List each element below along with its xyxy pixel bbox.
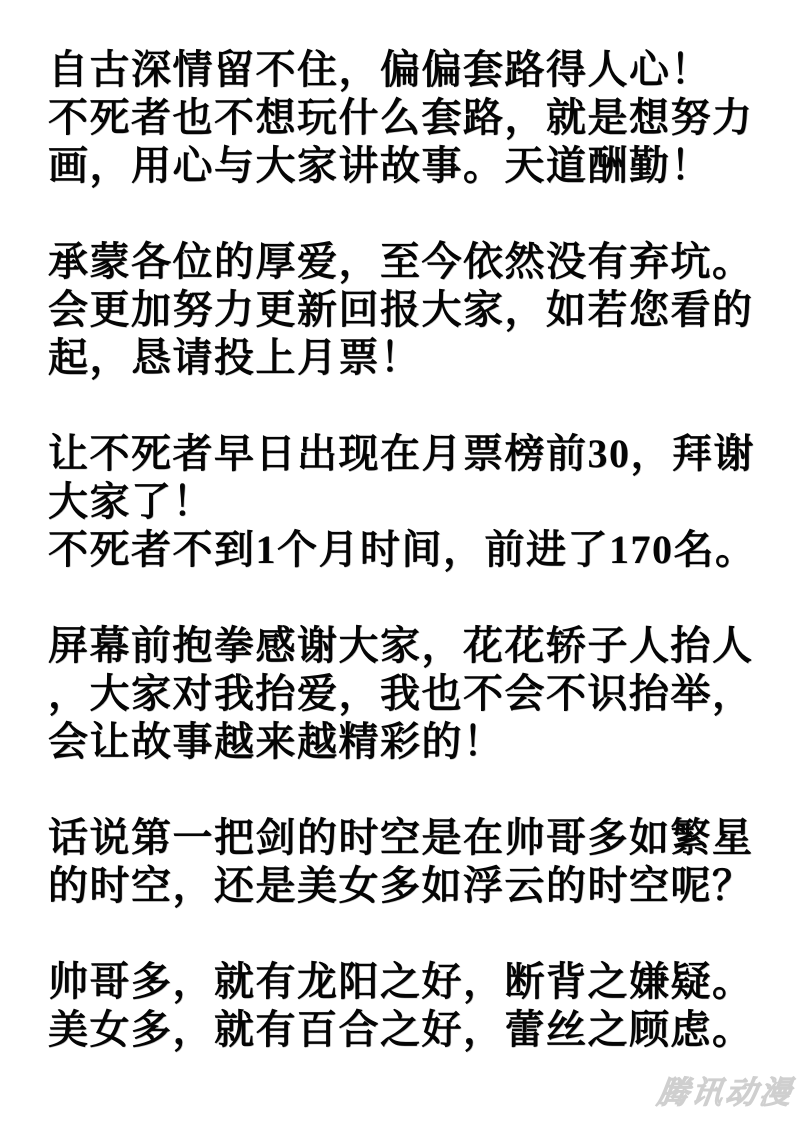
text-line: 让不死者早日出现在月票榜前30，拜谢 [48,431,755,476]
text-line: 不死者也不想玩什么套路，就是想努力 [48,95,754,140]
tencent-comics-watermark: 腾讯动漫 [655,1075,797,1110]
text-line: 不死者不到1个月时间，前进了170名。 [48,527,757,572]
text-line: 屏幕前抱拳感谢大家，花花轿子人抬人 [48,623,754,668]
paragraph [48,46,800,190]
text-line: 会让故事越来越精彩的！ [48,719,505,764]
text-line: 自古深情留不住，偏偏套路得人心！ [48,47,712,92]
paragraph [48,622,800,766]
text-line: ，大家对我抬爱，我也不会不识抬举， [48,671,754,716]
text-line: 大家了！ [48,479,214,524]
text-line: 会更加努力更新回报大家，如若您看的 [48,287,754,332]
text-line: 的时空，还是美女多如浮云的时空呢？ [48,863,754,908]
text-line: 帅哥多，就有龙阳之好，断背之嫌疑。 [48,959,754,1004]
text-line: 承蒙各位的厚爱，至今依然没有弃坑。 [48,239,754,284]
text-line: 美女多，就有百合之好，蕾丝之顾虑。 [48,1007,754,1052]
paragraph [48,814,800,910]
paragraph [48,430,800,574]
text-line: 起，恳请投上月票！ [48,335,422,380]
text-line: 话说第一把剑的时空是在帅哥多如繁星 [48,815,754,860]
paragraph [48,238,800,382]
paragraph [48,958,800,1054]
text-line: 画，用心与大家讲故事。天道酬勤！ [48,143,712,188]
